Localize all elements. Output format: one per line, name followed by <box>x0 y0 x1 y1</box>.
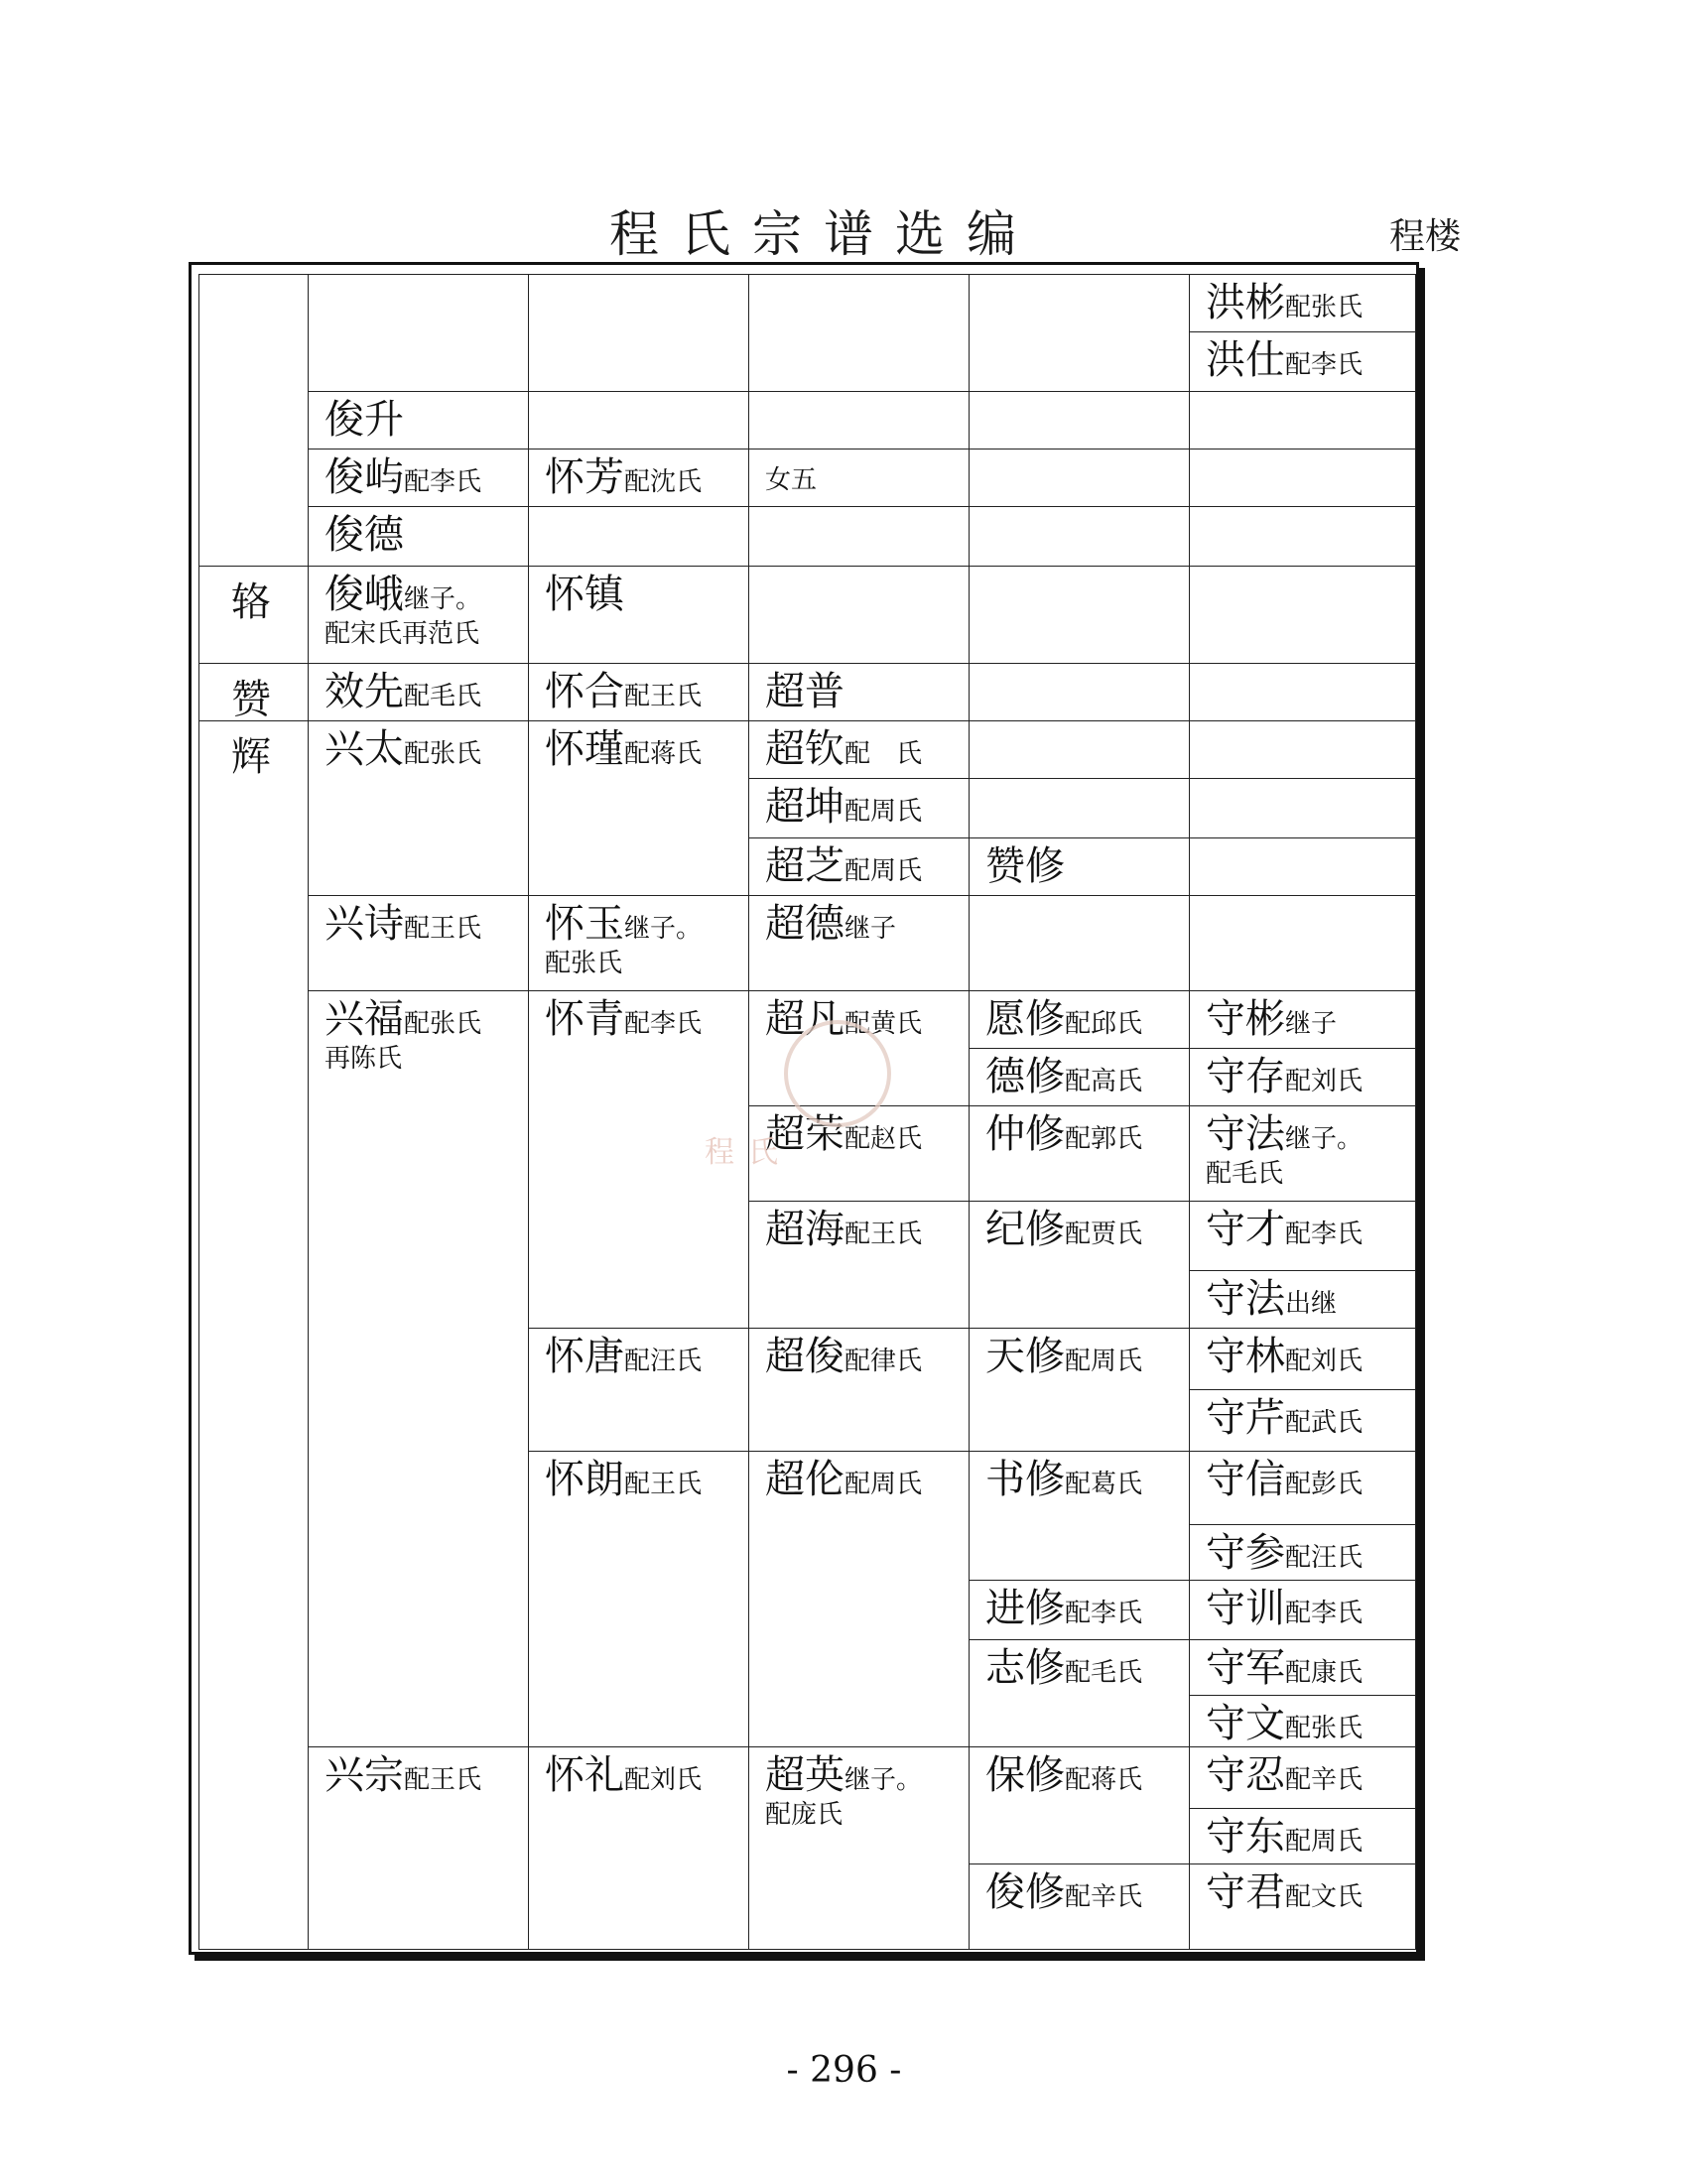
table-cell <box>529 1452 749 1747</box>
person-name: 守信 <box>1206 1457 1285 1502</box>
spouse-note: 出继 <box>1285 1289 1338 1319</box>
person-name: 守法 <box>1206 1276 1285 1322</box>
page-title: 程氏宗谱选编 <box>609 205 1038 263</box>
table-cell <box>970 1329 1190 1452</box>
spouse-note: 继子。 <box>844 1765 923 1795</box>
spouse-note: 配毛氏 <box>1065 1658 1143 1688</box>
spouse-note: 配张氏 <box>1285 1714 1363 1743</box>
person-name: 保修 <box>985 1752 1065 1798</box>
extra-note: 配毛氏 <box>1206 1159 1284 1189</box>
table-cell <box>1190 838 1416 896</box>
table-cell <box>970 1049 1190 1106</box>
spouse-note: 配律氏 <box>844 1347 923 1376</box>
spouse-note: 配汪氏 <box>624 1347 703 1376</box>
spouse-note: 继子。 <box>624 914 703 944</box>
spouse-note: 配王氏 <box>404 1765 482 1795</box>
table-cell <box>529 507 749 567</box>
spouse-note: 配周氏 <box>1285 1827 1363 1857</box>
spouse-note: 配康氏 <box>1285 1658 1363 1688</box>
person-name: 守彬 <box>1206 996 1285 1042</box>
person-name: 洪仕 <box>1206 337 1285 383</box>
table-cell <box>1190 1390 1416 1452</box>
table-cell <box>1190 275 1416 332</box>
person-name: 怀合 <box>545 669 624 714</box>
spouse-note: 配刘氏 <box>1285 1067 1363 1096</box>
person-name: 守林 <box>1206 1334 1285 1379</box>
person-name: 守训 <box>1206 1586 1285 1631</box>
spouse-note: 配高氏 <box>1065 1067 1143 1096</box>
person-name: 兴福 <box>325 996 404 1042</box>
spouse-note: 配王氏 <box>624 1470 703 1499</box>
page-subtitle: 程楼 <box>1389 216 1462 257</box>
spouse-note: 配张氏 <box>404 739 482 769</box>
table-cell <box>199 275 309 567</box>
spouse-note: 配邱氏 <box>1065 1009 1143 1039</box>
spouse-note: 配贾氏 <box>1065 1220 1143 1249</box>
person-name: 效先 <box>325 669 404 714</box>
person-name: 守文 <box>1206 1701 1285 1746</box>
table-cell <box>970 664 1190 721</box>
table-cell <box>749 1452 970 1747</box>
table-cell <box>199 664 309 721</box>
table-cell <box>1190 1581 1416 1640</box>
table-cell <box>749 779 970 838</box>
person-name: 俊屿 <box>325 454 404 500</box>
table-cell <box>1190 507 1416 567</box>
person-name: 赞修 <box>985 843 1065 889</box>
spouse-note: 配李氏 <box>404 467 482 497</box>
table-cell <box>1190 1329 1416 1390</box>
table-cell <box>1190 1271 1416 1329</box>
spouse-note: 配李氏 <box>1285 1599 1363 1628</box>
person-name: 超伦 <box>765 1457 844 1502</box>
person-name: 兴太 <box>325 726 404 772</box>
table-cell <box>1190 1525 1416 1581</box>
person-name: 守芹 <box>1206 1395 1285 1441</box>
table-cell <box>970 1640 1190 1747</box>
spouse-note: 配蒋氏 <box>1065 1765 1143 1795</box>
spouse-note: 配李氏 <box>1285 1220 1363 1249</box>
person-name: 超普 <box>765 669 844 714</box>
person-name: 洪彬 <box>1206 280 1285 325</box>
person-name: 兴宗 <box>325 1752 404 1798</box>
spouse-note: 配武氏 <box>1285 1408 1363 1438</box>
person-name: 俊峨 <box>325 572 404 617</box>
person-name: 超海 <box>765 1207 844 1252</box>
spouse-note: 配王氏 <box>624 682 703 711</box>
table-cell <box>749 567 970 664</box>
person-name: 超芝 <box>765 843 844 889</box>
person-name: 愿修 <box>985 996 1065 1042</box>
spouse-note: 配辛氏 <box>1065 1882 1143 1912</box>
spouse-note: 配刘氏 <box>624 1765 703 1795</box>
person-name: 德修 <box>985 1054 1065 1099</box>
person-name: 守法 <box>1206 1111 1285 1157</box>
spouse-note: 配周氏 <box>844 856 923 886</box>
table-cell <box>529 392 749 450</box>
person-name: 俊升 <box>325 397 404 443</box>
spouse-note: 配王氏 <box>844 1220 923 1249</box>
table-cell <box>529 664 749 721</box>
table-cell <box>749 1329 970 1452</box>
table-cell <box>749 664 970 721</box>
table-cell <box>1190 1452 1416 1525</box>
person-name: 怀青 <box>545 996 624 1042</box>
table-cell <box>1190 1049 1416 1106</box>
table-cell <box>970 779 1190 838</box>
spouse-note: 配沈氏 <box>624 467 703 497</box>
spouse-note: 配赵氏 <box>844 1124 923 1154</box>
table-cell <box>309 896 529 991</box>
spouse-note: 配张氏 <box>1285 293 1363 322</box>
table-cell <box>1190 450 1416 507</box>
table-cell <box>970 1452 1190 1581</box>
table-cell <box>749 721 970 779</box>
spouse-note: 配李氏 <box>624 1009 703 1039</box>
table-cell <box>749 838 970 896</box>
person-name: 超钦 <box>765 726 844 772</box>
table-cell <box>1190 1106 1416 1202</box>
person-name: 守君 <box>1206 1869 1285 1915</box>
table-cell <box>970 507 1190 567</box>
seal-watermark: 程氏 <box>705 1135 792 1170</box>
spouse-note: 配郭氏 <box>1065 1124 1143 1154</box>
table-cell <box>1190 1640 1416 1696</box>
person-name: 守存 <box>1206 1054 1285 1099</box>
table-cell <box>970 1106 1190 1202</box>
table-cell <box>309 507 529 567</box>
extra-note: 配庞氏 <box>765 1800 844 1830</box>
table-cell <box>749 392 970 450</box>
person-name: 纪修 <box>985 1207 1065 1252</box>
spouse-note: 配辛氏 <box>1285 1765 1363 1795</box>
person-name: 超坤 <box>765 784 844 830</box>
table-cell <box>309 392 529 450</box>
person-name: 怀玉 <box>545 901 624 947</box>
table-cell <box>749 450 970 507</box>
spouse-note: 配葛氏 <box>1065 1470 1143 1499</box>
table-cell <box>749 896 970 991</box>
table-cell <box>970 1747 1190 1864</box>
table-cell <box>749 275 970 392</box>
table-cell <box>1190 896 1416 991</box>
table-cell <box>970 838 1190 896</box>
clan-character: 辉 <box>231 734 271 780</box>
spouse-note: 配周氏 <box>844 797 923 827</box>
spouse-note: 配彭氏 <box>1285 1470 1363 1499</box>
spouse-note: 配张氏 <box>404 1009 482 1039</box>
table-cell <box>309 721 529 896</box>
person-name: 俊德 <box>325 512 404 558</box>
spouse-note: 配李氏 <box>1065 1599 1143 1628</box>
person-name: 守参 <box>1206 1530 1285 1576</box>
extra-note: 再陈氏 <box>325 1044 403 1074</box>
person-name: 志修 <box>985 1645 1065 1691</box>
table-cell <box>309 991 529 1747</box>
table-cell <box>529 567 749 664</box>
table-cell <box>970 450 1190 507</box>
table-cell <box>1190 567 1416 664</box>
person-name: 超英 <box>765 1752 844 1798</box>
note-text: 女五 <box>765 465 818 495</box>
person-name: 怀镇 <box>545 572 624 617</box>
table-cell <box>1190 664 1416 721</box>
person-name: 怀芳 <box>545 454 624 500</box>
table-cell <box>1190 1864 1416 1950</box>
person-name: 俊修 <box>985 1869 1065 1915</box>
clan-character: 赞 <box>231 677 271 722</box>
seal-stamp <box>784 1020 891 1127</box>
table-cell <box>529 1329 749 1452</box>
person-name: 怀朗 <box>545 1457 624 1502</box>
table-cell <box>199 567 309 664</box>
person-name: 怀礼 <box>545 1752 624 1798</box>
spouse-note: 配周氏 <box>844 1470 923 1499</box>
table-cell <box>309 450 529 507</box>
spouse-note: 继子。 <box>1285 1124 1363 1154</box>
person-name: 守军 <box>1206 1645 1285 1691</box>
person-name: 书修 <box>985 1457 1065 1502</box>
table-cell <box>749 1202 970 1329</box>
table-cell <box>749 507 970 567</box>
table-cell <box>1190 332 1416 392</box>
person-name: 超荣 <box>765 1111 844 1157</box>
table-cell <box>970 721 1190 779</box>
table-cell <box>1190 721 1416 779</box>
spouse-note: 继子 <box>1285 1009 1338 1039</box>
spouse-note: 配毛氏 <box>404 682 482 711</box>
person-name: 守才 <box>1206 1207 1285 1252</box>
person-name: 进修 <box>985 1586 1065 1631</box>
person-name: 超俊 <box>765 1334 844 1379</box>
person-name: 守东 <box>1206 1814 1285 1860</box>
person-name: 超凡 <box>765 996 844 1042</box>
extra-note: 配张氏 <box>545 949 623 978</box>
table-cell <box>1190 1202 1416 1271</box>
table-cell <box>970 392 1190 450</box>
table-cell <box>970 1864 1190 1950</box>
spouse-note: 配汪氏 <box>1285 1543 1363 1573</box>
table-cell <box>529 1747 749 1950</box>
person-name: 超德 <box>765 901 844 947</box>
table-cell <box>970 567 1190 664</box>
person-name: 守忍 <box>1206 1752 1285 1798</box>
table-cell <box>309 275 529 392</box>
table-cell <box>199 721 309 1950</box>
person-name: 怀唐 <box>545 1334 624 1379</box>
clan-character: 辂 <box>231 579 271 625</box>
spouse-note: 配 氏 <box>844 739 923 769</box>
spouse-note: 配黄氏 <box>844 1009 923 1039</box>
table-cell <box>1190 1809 1416 1864</box>
table-cell <box>529 275 749 392</box>
table-cell <box>970 1581 1190 1640</box>
table-cell <box>529 450 749 507</box>
spouse-note: 配李氏 <box>1285 350 1363 380</box>
table-cell <box>529 721 749 896</box>
person-name: 天修 <box>985 1334 1065 1379</box>
spouse-note: 配王氏 <box>404 914 482 944</box>
table-cell <box>1190 1696 1416 1747</box>
spouse-note: 配刘氏 <box>1285 1347 1363 1376</box>
spouse-note: 继子。 <box>404 584 482 614</box>
spouse-note: 配周氏 <box>1065 1347 1143 1376</box>
spouse-note: 配蒋氏 <box>624 739 703 769</box>
person-name: 仲修 <box>985 1111 1065 1157</box>
table-cell <box>970 1202 1190 1329</box>
table-cell <box>970 275 1190 392</box>
page-number: - 296 - <box>786 2050 902 2091</box>
spouse-note: 继子 <box>844 914 897 944</box>
table-cell <box>529 896 749 991</box>
table-cell <box>1190 991 1416 1049</box>
table-cell <box>309 664 529 721</box>
spouse-note: 配文氏 <box>1285 1882 1363 1912</box>
table-cell <box>970 991 1190 1049</box>
table-cell <box>749 1747 970 1950</box>
table-cell <box>309 567 529 664</box>
table-cell <box>970 896 1190 991</box>
extra-note: 配宋氏再范氏 <box>325 619 480 649</box>
table-cell <box>1190 1747 1416 1809</box>
table-cell <box>1190 392 1416 450</box>
table-cell <box>309 1747 529 1950</box>
person-name: 兴诗 <box>325 901 404 947</box>
table-cell <box>1190 779 1416 838</box>
person-name: 怀瑾 <box>545 726 624 772</box>
